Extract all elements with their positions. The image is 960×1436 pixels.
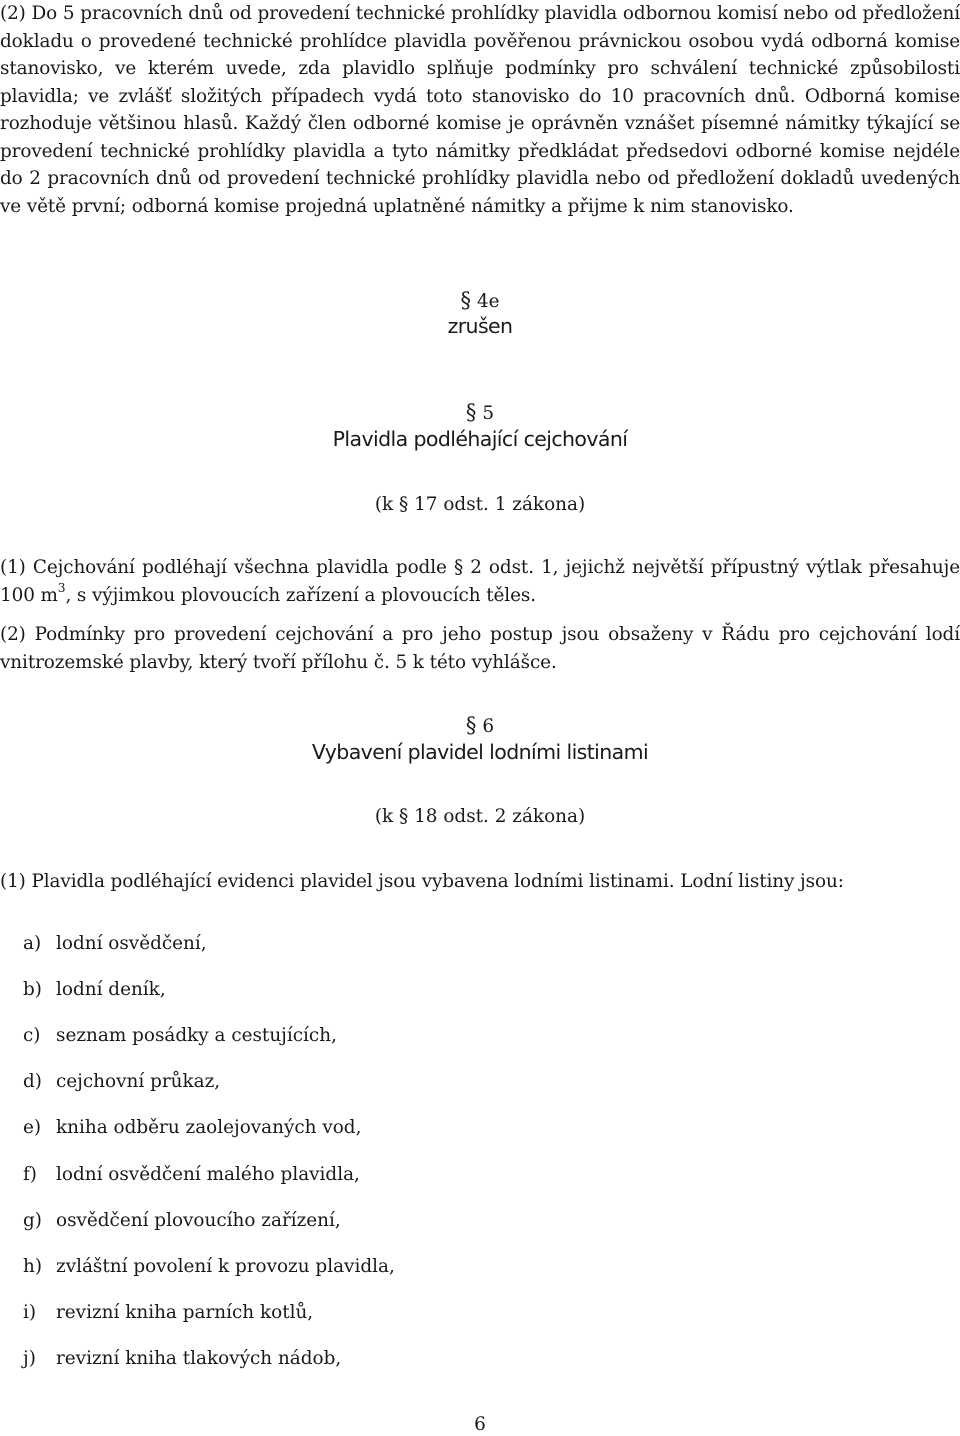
reference-suffix: 18 odst. 2 zákona) <box>414 806 586 827</box>
section-5-title: Plavidla podléhající cejchování <box>332 427 628 451</box>
section-symbol: § <box>460 288 471 312</box>
list-item-label: g) <box>23 1210 42 1231</box>
section-5-number: 5 <box>482 403 495 424</box>
list-item <box>23 1299 923 1327</box>
section-symbol: § <box>453 557 464 578</box>
list-item <box>23 1207 923 1235</box>
list-item <box>23 1022 923 1050</box>
section-4e-number: 4e <box>476 291 500 312</box>
section-6-paragraph-1: (1) Plavidla podléhající evidenci plavidel jsou vybavena lodními listinami. Lodní listiny jsou: <box>0 871 844 892</box>
section-5-heading <box>0 398 960 428</box>
section-5-paragraph-2: (2) Podmínky pro provedení cejchování a pro jeho postup jsou obsaženy v Řádu pro cejchování lodí vnitrozemské plavby, který tvoří přílohu č. 5 k této vyhlášce. <box>0 624 960 673</box>
p1-before: (1) Cejchování podléhají všechna plavidla podle <box>0 557 447 578</box>
reference-suffix: 17 odst. 1 zákona) <box>414 494 586 515</box>
section-symbol: § <box>465 713 477 737</box>
section-4e-title: zrušen <box>447 314 513 338</box>
list-item <box>23 930 923 958</box>
list-item <box>23 976 923 1004</box>
section-6-heading <box>0 711 960 741</box>
list-item-text: lodní osvědčení malého plavidla, <box>56 1164 360 1185</box>
paragraph-technical-inspection-opinion: (2) Do 5 pracovních dnů od provedení technické prohlídky plavidla odbornou komisí nebo od předložení dokladu o provedené technické prohlídce plavidla pověřenou právnickou osobou vydá odborná komise stanovisko, ve kterém uvede, zda plavidlo splňuje podmínky pro schválení technické způsobilosti plavidla; ve zvlášť složitých případech vydá toto stanovisko do 10 pracovních dnů. Odborná komise rozhoduje většinou hlasů. Každý člen odborné komise je oprávněn vznášet písemné námitky týkající se provedení technické prohlídky plavidla a tyto námitky předkládat předsedovi odborné komise nejdéle do 2 pracovních dnů od provedení technické prohlídky plavidla nebo od předložení dokladů uvedených ve větě první; odborná komise projedná uplatněné námitky a přijme k nim stanovisko. <box>0 3 960 217</box>
list-item-text: revizní kniha parních kotlů, <box>56 1302 314 1323</box>
list-item-label: b) <box>23 979 42 1000</box>
list-item-label: c) <box>23 1025 41 1046</box>
section-5-paragraph-1 <box>0 554 960 609</box>
section-6-number: 6 <box>482 716 495 737</box>
section-5-reference <box>0 491 960 519</box>
section-6-reference <box>0 803 960 831</box>
list-item-label: a) <box>23 933 42 954</box>
list-item <box>23 1345 923 1373</box>
list-item-text: seznam posádky a cestujících, <box>56 1025 337 1046</box>
list-item-label: i) <box>23 1302 37 1323</box>
list-item-label: f) <box>23 1164 37 1185</box>
list-item-label: h) <box>23 1256 43 1277</box>
list-item-label: d) <box>23 1071 42 1092</box>
list-item-text: revizní kniha tlakových nádob, <box>56 1348 342 1369</box>
section-symbol: § <box>399 806 409 827</box>
list-item <box>23 1068 923 1096</box>
list-item-text: osvědčení plovoucího zařízení, <box>56 1210 341 1231</box>
section-symbol: § <box>465 400 477 424</box>
reference-prefix: (k <box>374 494 394 515</box>
page-number: 6 <box>474 1414 486 1435</box>
list-item <box>23 1253 923 1281</box>
list-item-text: lodní osvědčení, <box>56 933 207 954</box>
list-item-text: kniha odběru zaolejovaných vod, <box>56 1117 362 1138</box>
section-6-title: Vybavení plavidel lodními listinami <box>311 740 649 764</box>
list-item-text: cejchovní průkaz, <box>56 1071 221 1092</box>
list-item-label: j) <box>23 1348 36 1369</box>
list-item <box>23 1114 923 1142</box>
list-item-text: zvláštní povolení k provozu plavidla, <box>56 1256 395 1277</box>
list-item-text: lodní deník, <box>56 979 166 1000</box>
list-item-label: e) <box>23 1117 42 1138</box>
reference-prefix: (k <box>374 806 394 827</box>
p1-middle: 2 odst. 1, jejichž největší přípustný výtlak přesahuje 100 m <box>0 557 960 606</box>
section-symbol: § <box>399 494 409 515</box>
list-item <box>23 1161 923 1189</box>
p1-after: , s výjimkou plovoucích zařízení a plovoucích těles. <box>65 584 536 606</box>
cubic-superscript: 3 <box>57 581 66 596</box>
